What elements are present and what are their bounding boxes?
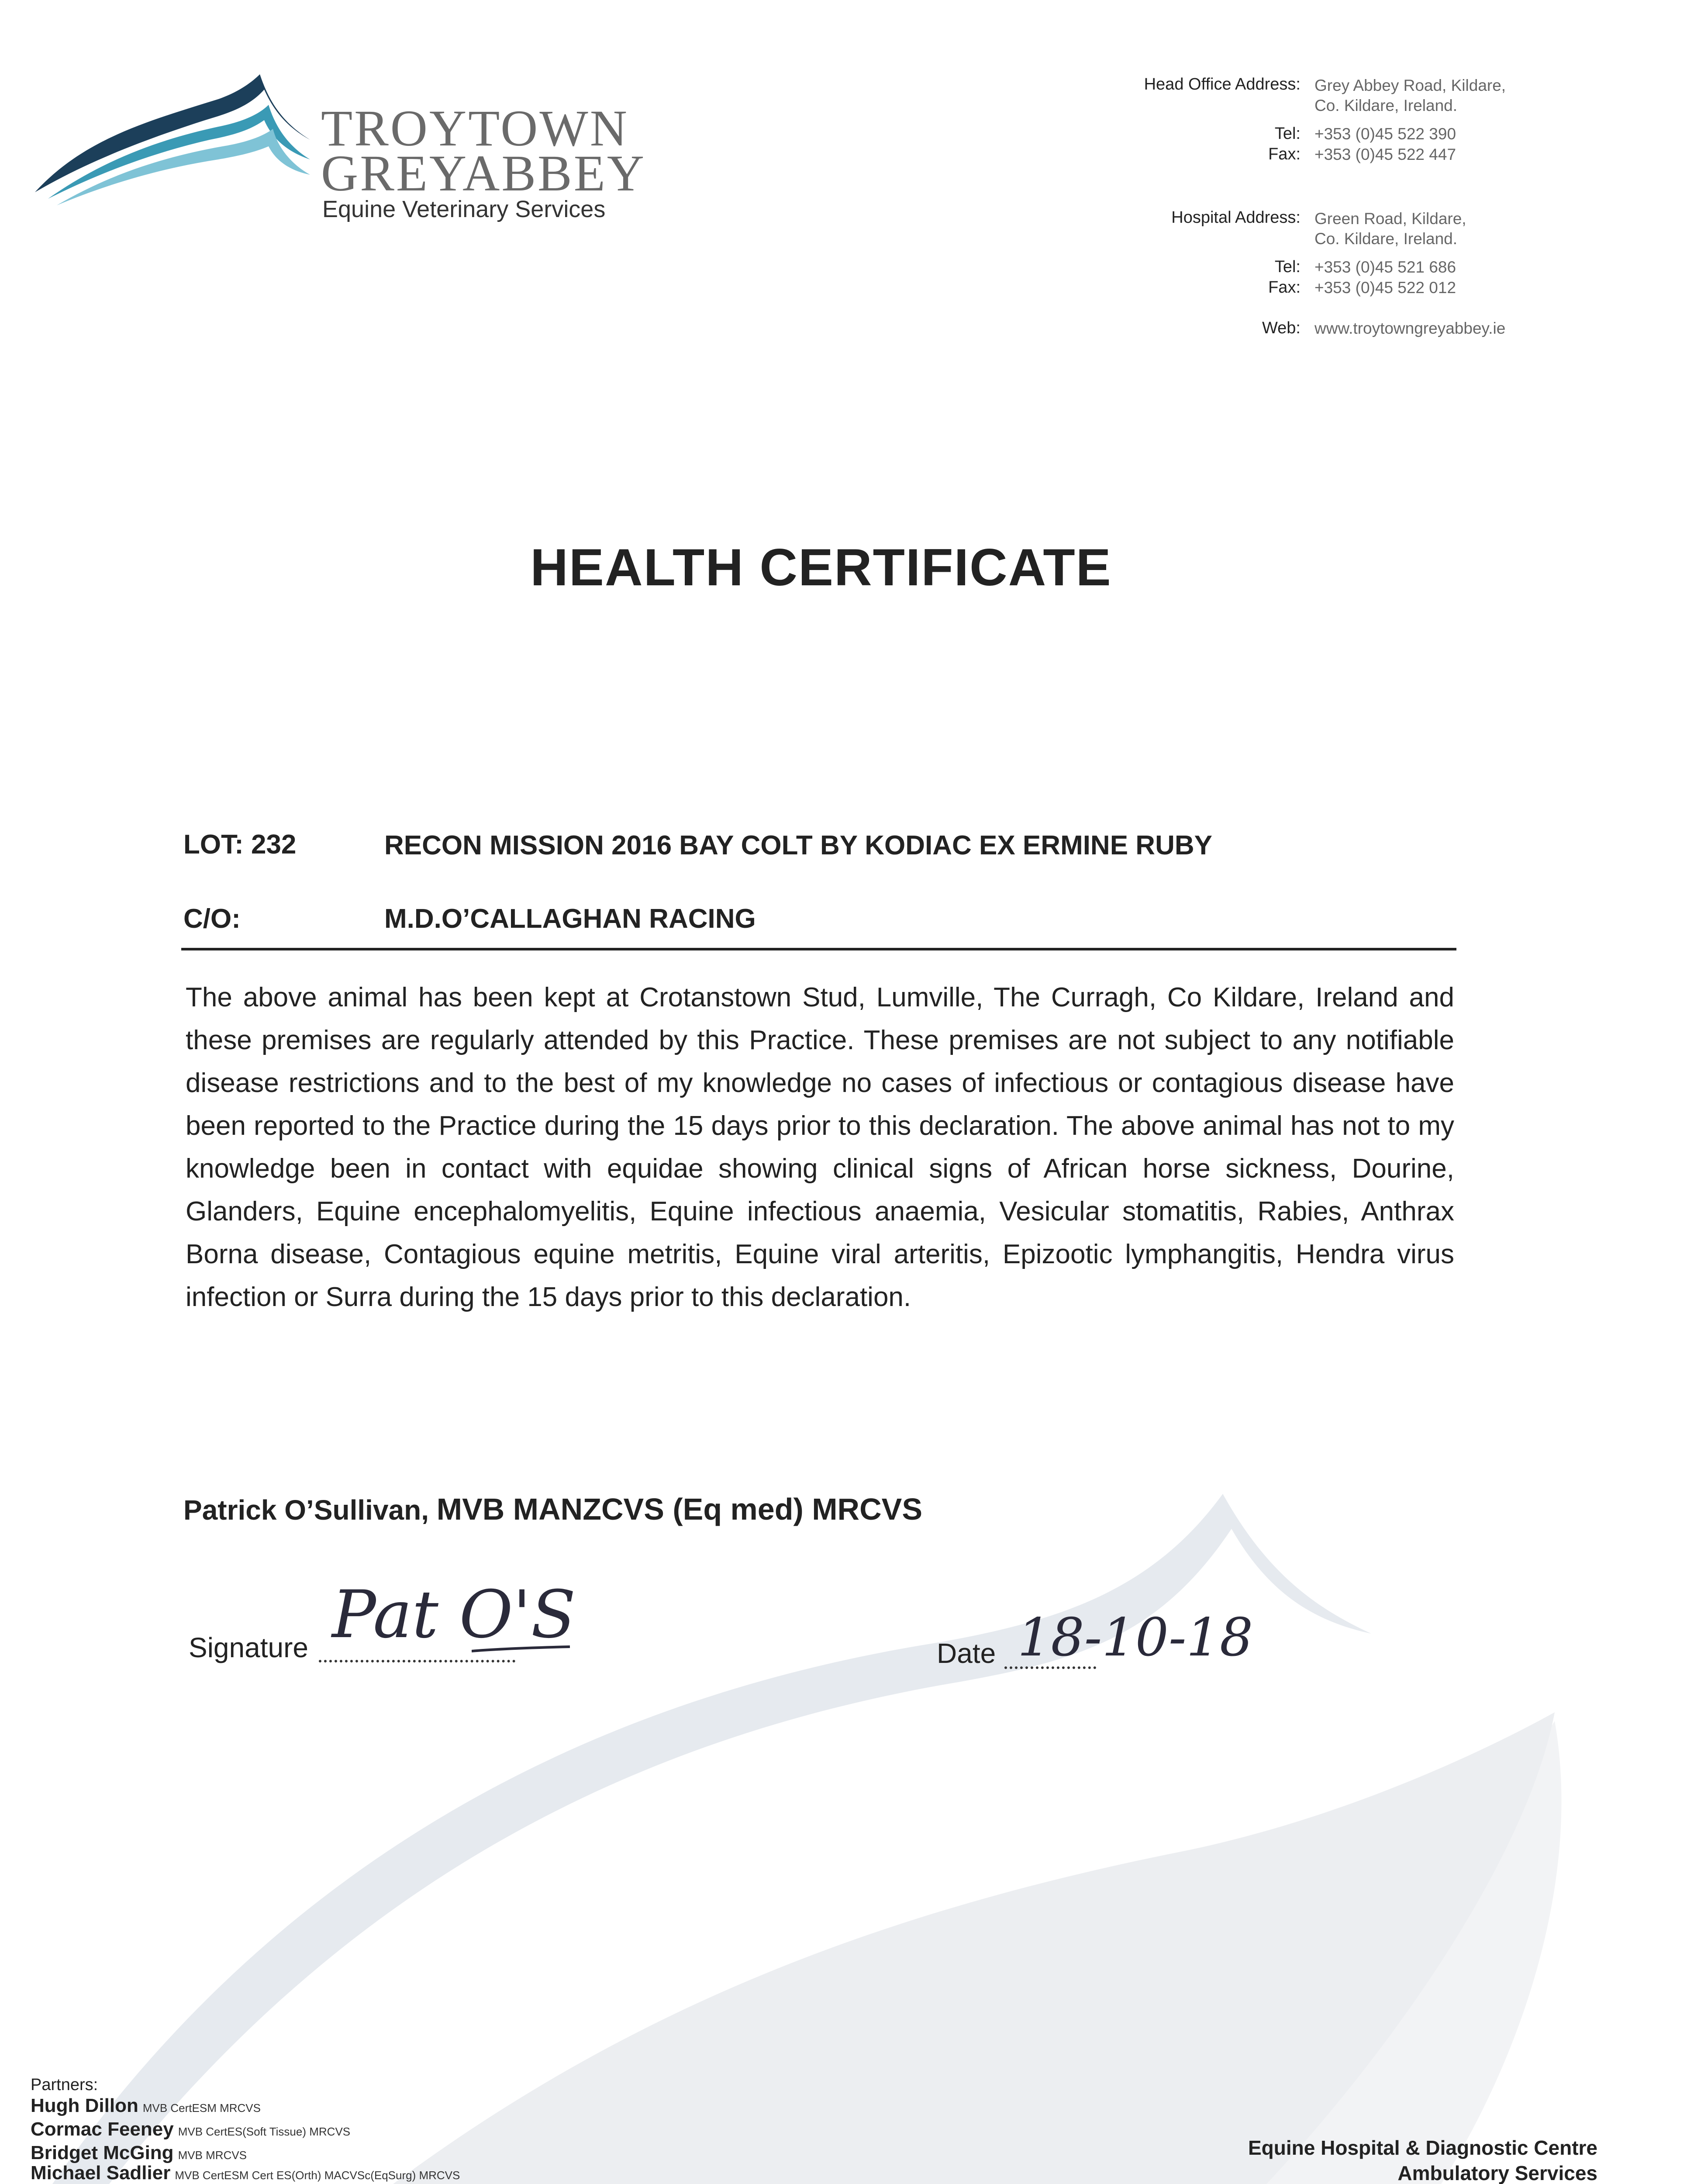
partner-quals: MVB CertESM MRCVS — [142, 2101, 261, 2115]
hospital-address-2: Co. Kildare, Ireland. — [1314, 230, 1458, 248]
hospital-address-1: Green Road, Kildare, — [1314, 210, 1466, 228]
brand-name-line-1: TROYTOWN — [321, 100, 629, 157]
lot-description: RECON MISSION 2016 BAY COLT BY KODIAC EX ERMINE RUBY — [384, 830, 1212, 860]
brand-name-line-2: GREYABBEY — [321, 145, 646, 202]
head-office-label: Head Office Address: — [1144, 75, 1301, 93]
head-office-tel: +353 (0)45 522 390 — [1314, 125, 1456, 143]
signature-label: Signature — [189, 1632, 308, 1663]
lot-label: LOT: 232 — [183, 829, 297, 860]
veterinarian-qualifications: MVB MANZCVS (Eq med) MRCVS — [436, 1492, 923, 1526]
head-office-fax: +353 (0)45 522 447 — [1314, 145, 1456, 163]
care-of-label: C/O: — [183, 904, 241, 934]
hospital-tel: +353 (0)45 521 686 — [1314, 258, 1456, 276]
head-office-tel-label: Tel: — [1274, 124, 1301, 143]
signature-flourish — [472, 1634, 572, 1660]
section-divider — [181, 948, 1456, 950]
partner-name: Cormac Feeney — [31, 2118, 174, 2140]
hospital-fax: +353 (0)45 522 012 — [1314, 279, 1456, 297]
footer-hospital-line: Equine Hospital & Diagnostic Centre — [1248, 2136, 1597, 2159]
partner-row — [31, 2095, 261, 2117]
partner-quals: MVB MRCVS — [178, 2149, 247, 2162]
handwritten-signature: Pat O'S — [332, 1577, 576, 1653]
date-label: Date — [937, 1638, 996, 1669]
partner-name: Bridget McGing — [31, 2142, 174, 2163]
handwritten-date: 18-10-18 — [1018, 1607, 1253, 1668]
partner-quals: MVB CertESM Cert ES(Orth) MACVSc(EqSurg) MRCVS — [175, 2169, 460, 2182]
care-of-value: M.D.O’CALLAGHAN RACING — [384, 904, 756, 934]
brand-tagline: Equine Veterinary Services — [322, 196, 606, 222]
partner-row — [31, 2118, 350, 2140]
head-office-address-1: Grey Abbey Road, Kildare, — [1314, 76, 1506, 94]
partner-name: Michael Sadlier — [31, 2162, 171, 2184]
head-office-address-2: Co. Kildare, Ireland. — [1314, 97, 1458, 114]
partners-label: Partners: — [31, 2076, 98, 2094]
partner-name: Hugh Dillon — [31, 2095, 138, 2116]
veterinarian-name — [183, 1492, 922, 1527]
hospital-fax-label: Fax: — [1268, 278, 1301, 297]
web-url: www.troytowngreyabbey.ie — [1314, 319, 1506, 337]
web-label: Web: — [1262, 319, 1301, 337]
document-title: HEALTH CERTIFICATE — [530, 538, 1112, 597]
veterinarian-name-text: Patrick O’Sullivan, — [183, 1494, 429, 1526]
declaration-paragraph: The above animal has been kept at Crotanstown Stud, Lumville, The Curragh, Co Kildare, Ireland and these premises are regularly attended by this Practice. These premises are not subject to any notifiable disease restrictions and to the best of my knowledge no cases of infectious or contagious disease have been reported to the Practice during the 15 days prior to this declaration. The above animal has not to my knowledge been in contact with equidae showing clinical signs of African horse sickness, Dourine, Glanders, Equine encephalomyelitis, Equine infectious anaemia, Vesicular stomatitis, Rabies, Anthrax Borna disease, Contagious equine metritis, Equine viral arteritis, Epizootic lymphangitis, Hendra virus infection or Surra during the 15 days prior to this declaration. — [186, 982, 1454, 1312]
partner-row — [31, 2162, 460, 2184]
partner-quals: MVB CertES(Soft Tissue) MRCVS — [178, 2125, 351, 2138]
horse-watermark — [0, 1476, 1687, 2184]
head-office-fax-label: Fax: — [1268, 145, 1301, 163]
footer-ambulatory-line: Ambulatory Services — [1397, 2162, 1597, 2184]
hospital-tel-label: Tel: — [1274, 258, 1301, 276]
signature-line — [319, 1660, 515, 1662]
hospital-label: Hospital Address: — [1171, 208, 1301, 227]
partner-row — [31, 2142, 247, 2164]
horse-head-logo-icon — [31, 74, 310, 214]
